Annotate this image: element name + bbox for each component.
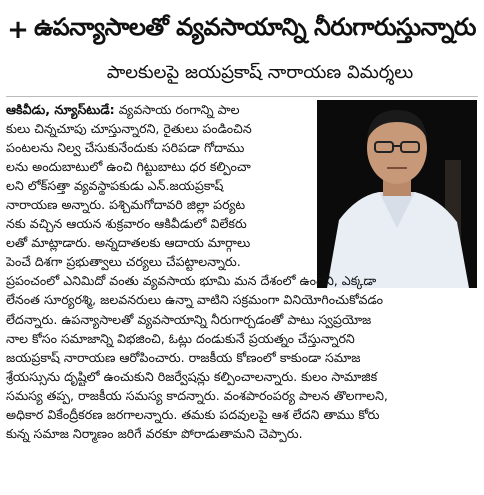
article-line: సమస్య తప్ప, రాజకీయ సమస్య కాదన్నారు. వంశపారంపర్య పాలన తొలగాలని, [6,387,388,403]
article-line-text: వ్యవసాయ రంగాన్ని పాల [114,102,240,117]
article-line: పంటలను నిల్వ చేసుకునేందుకు సరిపడా గోదాము [6,140,245,156]
headline-bullet: + [7,15,29,45]
article-line: ప్రపంచంలో ఎనిమిదో వంతు వ్యవసాయ భూమి మన దేశంలో ఉందని, ఎక్కడా [6,273,377,289]
subheadline: పాలకులపై జయప్రకాష్ నారాయణ విమర్శలు [106,62,414,83]
article-line: లను అందుబాటులో ఉంచి గిట్టుబాటు ధర కల్పించా [6,159,251,175]
dateline: ఆకివీడు, న్యూస్‌టుడే: [6,102,115,117]
article-line [6,100,314,119]
article-line: నకు వచ్చిన ఆయన శుక్రవారం ఆకివీడులో విలేకరు [6,216,247,232]
headline [6,6,478,54]
article-line: శ్రేయస్సును దృష్టిలో ఉంచుకుని రిజర్వేషన్లు కల్పించాలన్నారు. కులం సామాజిక [6,368,378,384]
article-line: నాల కోసం సమాజాన్ని విభజించి, ఓట్లు దండుకునే ప్రయత్నం చేస్తున్నారని [6,330,355,346]
divider [6,96,478,97]
article-line: లేదన్నారు. ఉపన్యాసాలతో వ్యవసాయాన్ని నీరుగార్చడంతో పాటు స్వప్రయోజ [6,311,372,327]
headline-text: ఉపన్యాసాలతో వ్యవసాయాన్ని నీరుగారుస్తున్నారు [34,13,476,41]
article-line: నారాయణ అన్నారు. పశ్చిమగోదావరి జిల్లా పర్యట [6,197,246,213]
article-line: కున్న సమాజ నిర్మాణం జరిగే వరకూ పోరాడుతామని చెప్పారు. [6,425,303,441]
article-line: అధికార వికేంద్రీకరణ జరగాలన్నారు. తమకు పదవులపై ఆశ లేదని తాము కోరు [6,406,380,422]
article-line: పెంచే దిశగా ప్రభుత్వాలు చర్యలు చేపట్టాలన్నారు. [6,254,241,270]
article-line: లని లోక్‌సత్తా వ్యవస్థాపకుడు ఎన్.జయప్రకాష్ [6,178,224,194]
article-body [6,100,478,492]
article-line: లేనంత సూర్యరశ్మి, జలవనరులు ఉన్నా వాటిని సక్రమంగా వినియోగించుకోవడం [6,292,383,308]
article-line: జయప్రకాష్ నారాయణ ఆరోపించారు. రాజకీయ కోణంలో కాకుండా సమాజ [6,349,361,365]
article-line: కులు చిన్నచూపు చూస్తున్నారని, రైతులు పండించిన [6,121,252,137]
article-line: లతో మాట్లాడారు. అన్నదాతలకు ఆదాయ మార్గాలు [6,235,251,251]
